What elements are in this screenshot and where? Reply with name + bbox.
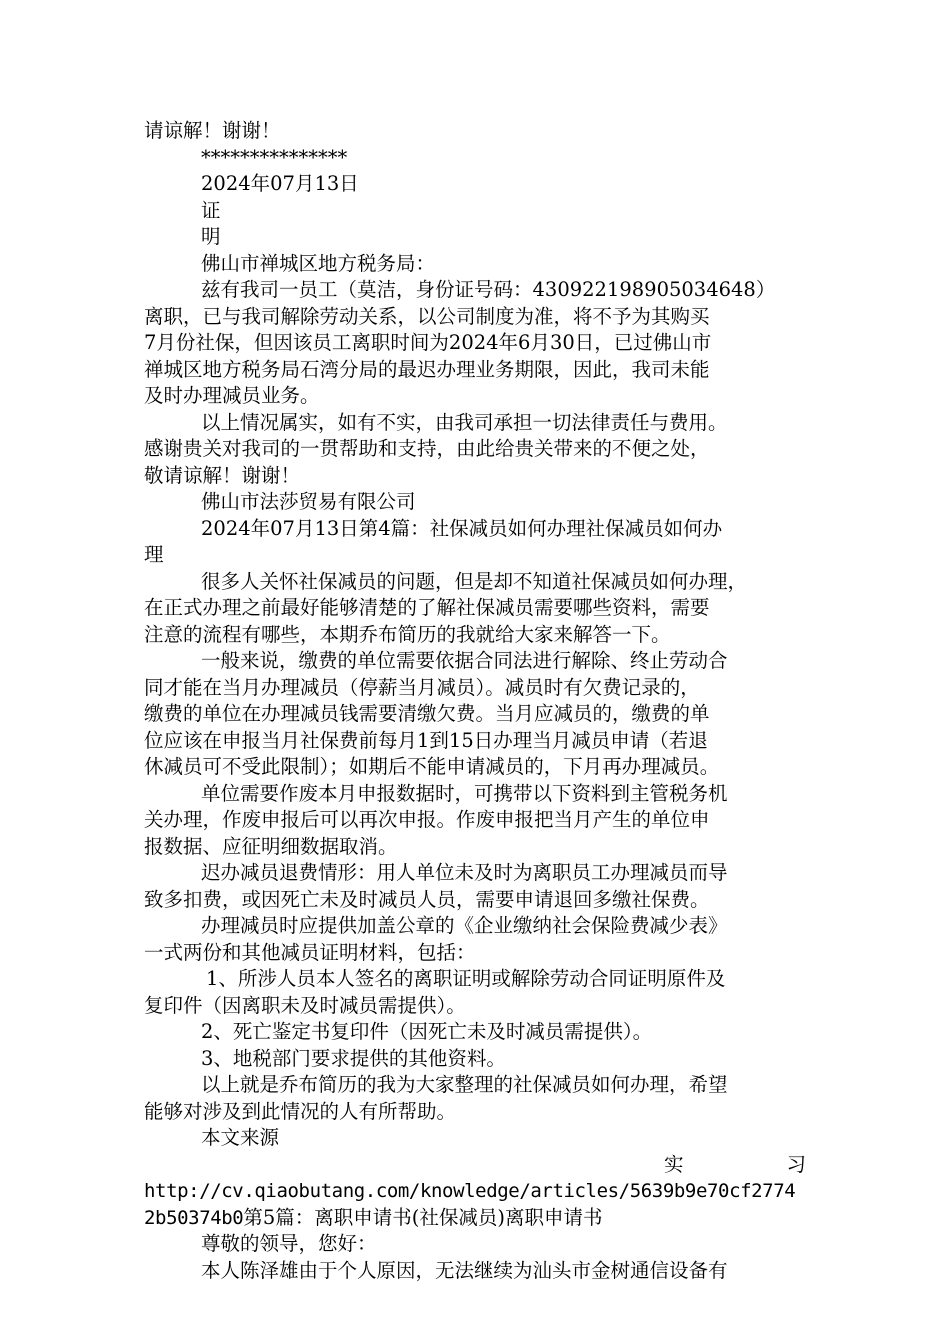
document-page [144, 118, 806, 1284]
text-line: 佛山市法莎贸易有限公司 [201, 490, 416, 513]
text-line: 关办理，作废申报后可以再次申报。作废申报把当月产生的单位申 [144, 808, 710, 831]
text-line: 佛山市禅城区地方税务局： [201, 251, 436, 275]
document-body [144, 118, 806, 1152]
text-line: 请谅解！谢谢！ [144, 119, 281, 142]
text-line: 位应该在申报当月社保费前每月1到15日办理当月减员申请（若退 [144, 728, 708, 752]
text-line: 离职，已与我司解除劳动关系，以公司制度为准，将不予为其购买 [144, 304, 710, 328]
text-line: 证 [201, 198, 221, 222]
source-char-2: 习 [786, 1152, 806, 1176]
text-line: 兹有我司一员工（莫洁，身份证号码：430922198905034648） [201, 278, 776, 301]
text-line: 本人陈泽雄由于个人原因，无法继续为汕头市金树通信设备有 [201, 1258, 728, 1282]
text-line: 感谢贵关对我司的一贯帮助和支持，由此给贵关带来的不便之处， [144, 437, 710, 460]
text-line: 敬请谅解！谢谢！ [144, 463, 301, 487]
text-line: 单位需要作废本月申报数据时，可携带以下资料到主管税务机 [201, 781, 728, 805]
url-line-2 [144, 1205, 806, 1232]
source-label-line [144, 1152, 806, 1179]
text-line: 缴费的单位在办理减员钱需要清缴欠费。当月应减员的，缴费的单 [144, 702, 710, 725]
text-line: 理 [144, 543, 164, 566]
section-heading-5: 第5篇：离职申请书(社保减员)离职申请书 [243, 1205, 603, 1229]
text-line: 3、地税部门要求提供的其他资料。 [201, 1046, 506, 1070]
text-line: 能够对涉及到此情况的人有所帮助。 [144, 1099, 457, 1123]
text-line: 很多人关怀社保减员的问题，但是却不知道社保减员如何办理， [201, 569, 748, 593]
text-line: 禅城区地方税务局石湾分局的最迟办理业务期限，因此，我司未能 [144, 357, 710, 381]
source-char-1: 实 [663, 1152, 684, 1176]
text-line: 尊敬的领导，您好： [201, 1232, 377, 1255]
text-line: 复印件（因离职未及时减员需提供）。 [144, 993, 466, 1017]
text-line: 一式两份和其他减员证明材料，包括： [144, 940, 476, 964]
text-line: 2024年07月13日 [201, 172, 359, 195]
text-line: 注意的流程有哪些，本期乔布简历的我就给大家来解答一下。 [144, 622, 671, 646]
text-line: 致多扣费，或因死亡未及时减员人员，需要申请退回多缴社保费。 [144, 887, 710, 911]
url-line-1 [144, 1178, 806, 1205]
source-url-part-1: http://cv.qiaobutang.com/knowledge/articles/5639b9e70cf2774 [144, 1180, 796, 1202]
source-url-part-2: 2b50374b0 [144, 1206, 244, 1229]
text-line: 迟办减员退费情形：用人单位未及时为离职员工办理减员而导 [201, 861, 728, 884]
text-line: 在正式办理之前最好能够清楚的了解社保减员需要哪些资料，需要 [144, 596, 710, 619]
document-tail [144, 1231, 806, 1284]
text-line: 本文来源 [201, 1126, 280, 1149]
text-line: 以上情况属实，如有不实，由我司承担一切法律责任与费用。 [201, 410, 728, 434]
text-line: *************** [201, 145, 348, 169]
text-line: 报数据、应征明细数据取消。 [144, 834, 398, 858]
text-line: 2024年07月13日第4篇：社保减员如何办理社保减员如何办 [201, 516, 723, 540]
text-line: 及时办理减员业务。 [144, 384, 320, 407]
text-line: 2、死亡鉴定书复印件（因死亡未及时减员需提供）。 [201, 1020, 653, 1043]
text-line: 1、所涉人员本人签名的离职证明或解除劳动合同证明原件及 [206, 967, 726, 990]
text-line: 一般来说，缴费的单位需要依据合同法进行解除、终止劳动合 [201, 649, 728, 672]
text-line: 7月份社保，但因该员工离职时间为2024年6月30日，已过佛山市 [144, 331, 712, 354]
text-line: 休减员可不受此限制）；如期后不能申请减员的，下月再办理减员。 [144, 755, 720, 778]
text-line: 明 [201, 225, 221, 248]
text-line: 同才能在当月办理减员（停薪当月减员）。减员时有欠费记录的， [144, 675, 700, 699]
text-line: 办理减员时应提供加盖公章的《企业缴纳社会保险费减少表》 [201, 914, 728, 937]
text-line: 以上就是乔布简历的我为大家整理的社保减员如何办理，希望 [201, 1073, 728, 1096]
